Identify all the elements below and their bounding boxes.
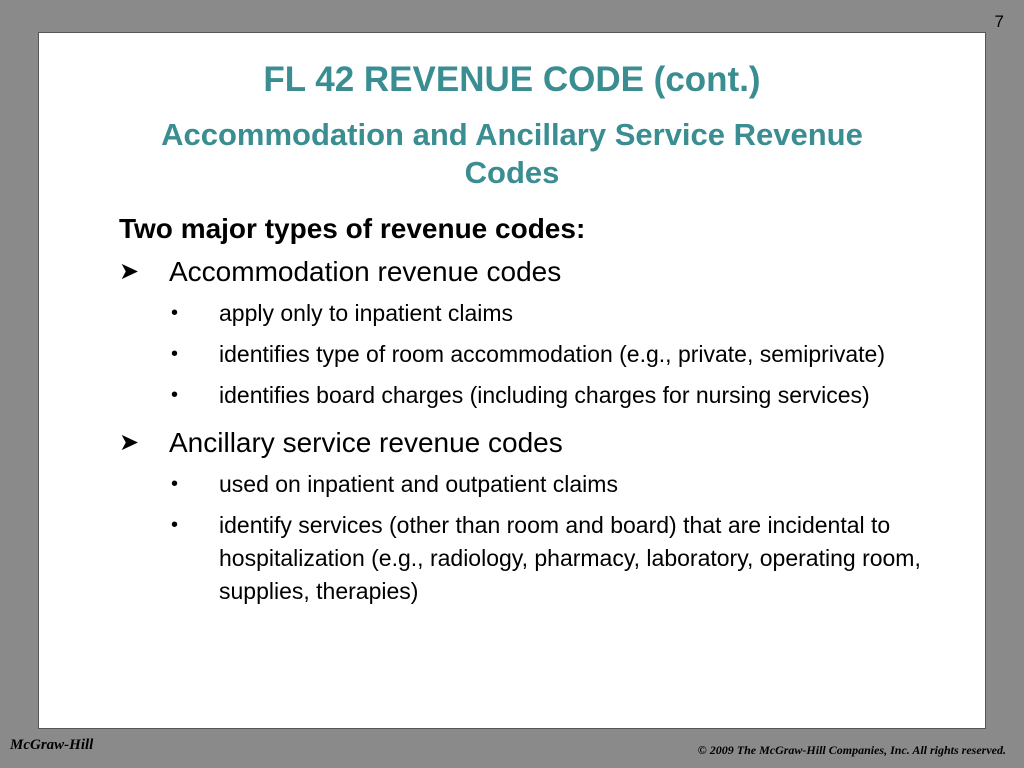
list-item-text: used on inpatient and outpatient claims [219,471,618,497]
dot-bullet-icon: • [171,384,179,406]
arrow-bullet-icon: ➤ [119,258,140,285]
section-accommodation [119,255,939,289]
dot-bullet-icon: • [171,473,179,495]
dot-bullet-icon: • [171,343,179,365]
section-heading: Ancillary service revenue codes [169,427,563,458]
slide-subtitle: Accommodation and Ancillary Service Revenue Codes [161,117,863,190]
section-heading: Accommodation revenue codes [169,256,562,287]
arrow-bullet-icon: ➤ [119,429,140,456]
list-item [119,379,939,412]
dot-bullet-icon: • [171,302,179,324]
slide-title: FL 42 REVENUE CODE (cont.) [263,60,761,99]
slide-number: 7 [994,12,1004,31]
list-item-text: identifies type of room accommodation (e.g., private, semiprivate) [219,341,886,367]
list-item [119,338,939,371]
list-item [119,297,939,330]
slide-body [119,211,939,616]
intro-heading: Two major types of revenue codes: [119,213,586,244]
list-item [119,468,939,501]
section-ancillary [119,426,939,460]
slide-content-panel [38,32,986,729]
list-item [119,509,939,608]
list-item-text: identify services (other than room and board) that are incidental to hospitalization (e.g., radiology, pharmacy, laboratory, operating room, supplies, therapies) [219,512,921,604]
dot-bullet-icon: • [171,514,179,536]
list-item-text: apply only to inpatient claims [219,300,514,326]
copyright-notice: © 2009 The McGraw-Hill Companies, Inc. All rights reserved. [697,743,1006,757]
publisher-logo-text: McGraw-Hill [10,737,94,753]
list-item-text: identifies board charges (including charges for nursing services) [219,382,870,408]
